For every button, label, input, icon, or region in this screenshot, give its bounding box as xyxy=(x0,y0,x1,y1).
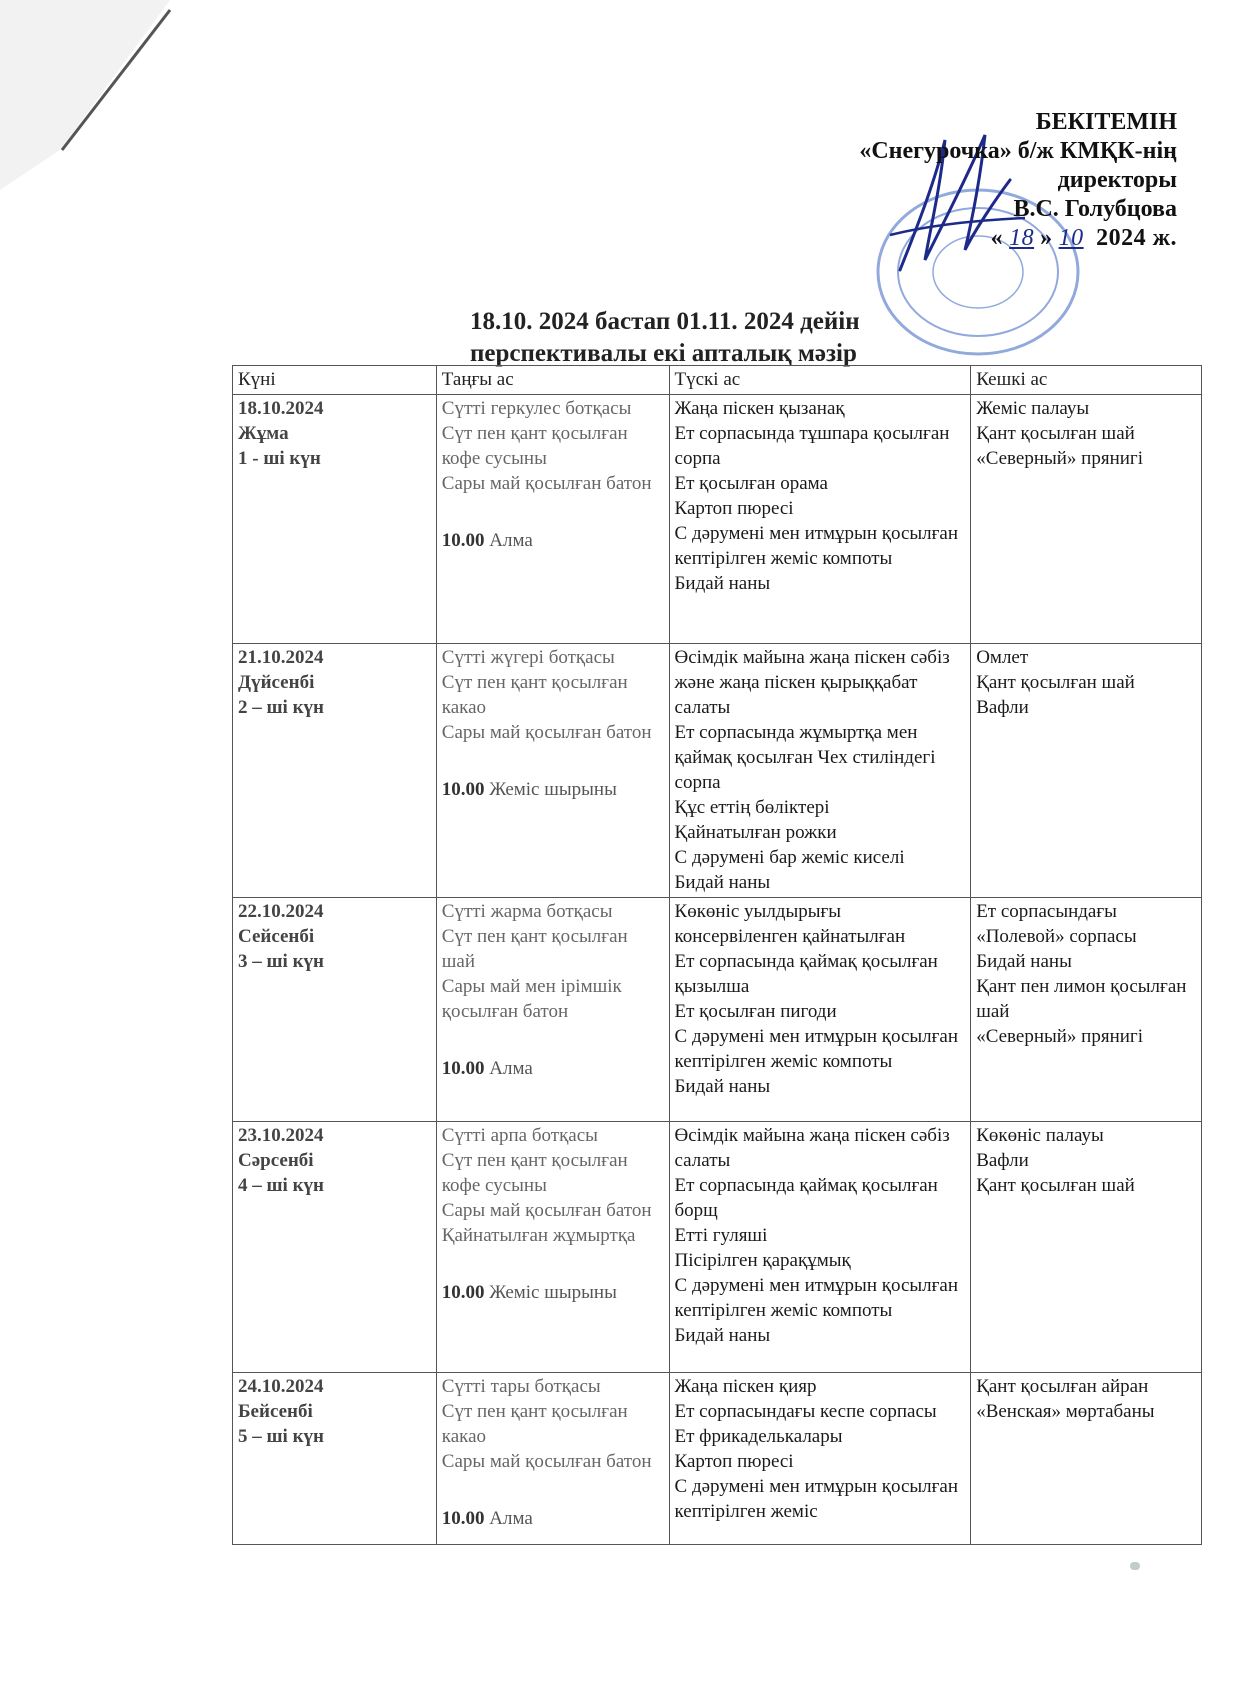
dinner-item: «Венская» мөртабаны xyxy=(976,1401,1155,1422)
dinner-item: Қант пен лимон қосылған шай xyxy=(976,976,1187,1022)
header-breakfast: Таңғы ас xyxy=(436,366,669,395)
day-daynum: 4 – ші күн xyxy=(238,1175,324,1196)
breakfast-item: Сүтті жарма ботқасы xyxy=(441,901,613,922)
day-date: 22.10.2024 xyxy=(238,901,324,922)
header-day: Күні xyxy=(233,366,437,395)
day-daynum: 2 – ші күн xyxy=(238,697,324,718)
dinner-item: Қант қосылған шай xyxy=(976,1175,1135,1196)
lunch-item: Өсімдік майына жаңа піскен сәбіз салаты xyxy=(674,1125,950,1171)
table-row xyxy=(233,644,1202,898)
date-month: 10 xyxy=(1058,225,1084,251)
scan-speck xyxy=(1130,1562,1140,1570)
breakfast-item: Сүт пен қант қосылған кофе сусыны xyxy=(441,423,628,469)
date-day: 18 xyxy=(1009,225,1035,251)
snack-item: Алма xyxy=(489,530,533,551)
title-line-1: 18.10. 2024 бастап 01.11. 2024 дейін xyxy=(470,308,860,335)
day-date: 18.10.2024 xyxy=(238,398,324,419)
snack-time: 10.00 xyxy=(441,1508,485,1529)
day-cell xyxy=(233,1122,437,1373)
dinner-item: Вафли xyxy=(976,697,1029,718)
lunch-item: Пісірілген қарақұмық xyxy=(674,1250,851,1271)
approval-block xyxy=(859,108,1177,253)
snack-line xyxy=(442,1506,664,1531)
lunch-cell xyxy=(669,1122,971,1373)
breakfast-item: Сары май мен ірімшік қосылған батон xyxy=(441,976,622,1022)
dinner-item: Омлет xyxy=(976,647,1029,668)
document-title xyxy=(470,306,990,370)
table-row xyxy=(233,898,1202,1122)
breakfast-item: Сүтті тары ботқасы xyxy=(441,1376,601,1397)
lunch-item: Ет қосылған орама xyxy=(674,473,828,494)
lunch-item: Ет сорпасындағы кеспе сорпасы xyxy=(674,1401,937,1422)
snack-item: Жеміс шырыны xyxy=(489,779,617,800)
breakfast-item: Сүтті жүгері ботқасы xyxy=(441,647,615,668)
snack-time: 10.00 xyxy=(441,530,485,551)
header-lunch: Түскі ас xyxy=(669,366,971,395)
dinner-item: «Северный» прянигі xyxy=(976,1026,1144,1047)
scan-edge-shadow xyxy=(0,0,240,200)
day-weekday: Дүйсенбі xyxy=(238,672,315,693)
day-cell xyxy=(233,1373,437,1545)
approval-name: В.С. Голубцова xyxy=(1013,196,1177,222)
table-row xyxy=(233,1122,1202,1373)
breakfast-item: Сары май қосылған батон xyxy=(441,1200,652,1221)
lunch-item: Ет сорпасында жұмыртқа мен қаймақ қосылған Чех стиліндегі сорпа xyxy=(674,722,936,793)
day-daynum: 1 - ші күн xyxy=(238,448,321,469)
snack-item: Жеміс шырыны xyxy=(489,1282,617,1303)
lunch-item: Бидай наны xyxy=(674,1325,771,1346)
title-line-2: перспективалы екі апталық мәзір xyxy=(470,340,857,367)
breakfast-item: Сүт пен қант қосылған какао xyxy=(441,1401,628,1447)
header-dinner: Кешкі ас xyxy=(971,366,1202,395)
approval-date xyxy=(859,224,1177,253)
breakfast-item: Сүтті арпа ботқасы xyxy=(441,1125,598,1146)
lunch-item: Қайнатылған рожки xyxy=(674,822,837,843)
dinner-item: Ет сорпасындағы «Полевой» сорпасы xyxy=(976,901,1137,947)
day-cell xyxy=(233,395,437,644)
date-open: « xyxy=(990,225,1004,251)
breakfast-item: Сүт пен қант қосылған шай xyxy=(441,926,628,972)
breakfast-cell xyxy=(436,1122,669,1373)
lunch-item: С дәрумені мен итмұрын қосылған кептірілген жеміс компоты xyxy=(674,1026,959,1072)
breakfast-cell xyxy=(436,1373,669,1545)
lunch-item: С дәрумені бар жеміс киселі xyxy=(674,847,905,868)
snack-time: 10.00 xyxy=(441,1058,485,1079)
snack-line xyxy=(442,777,664,802)
lunch-item: С дәрумені мен итмұрын қосылған кептірілген жеміс xyxy=(674,1476,959,1522)
lunch-item: Ет сорпасында қаймақ қосылған қызылша xyxy=(674,951,938,997)
lunch-item: Құс еттің бөліктері xyxy=(674,797,830,818)
breakfast-item: Сүт пен қант қосылған кофе сусыны xyxy=(441,1150,628,1196)
day-cell xyxy=(233,898,437,1122)
snack-line xyxy=(442,528,664,553)
dinner-item: Қант қосылған шай xyxy=(976,423,1135,444)
dinner-cell xyxy=(971,898,1202,1122)
lunch-item: Ет сорпасында қаймақ қосылған борщ xyxy=(674,1175,938,1221)
lunch-item: Картоп пюресі xyxy=(674,1451,794,1472)
lunch-cell xyxy=(669,1373,971,1545)
menu-table-body xyxy=(233,395,1202,1545)
day-weekday: Бейсенбі xyxy=(238,1401,313,1422)
lunch-item: Картоп пюресі xyxy=(674,498,794,519)
day-date: 23.10.2024 xyxy=(238,1125,324,1146)
dinner-item: Қант қосылған айран xyxy=(976,1376,1149,1397)
snack-item: Алма xyxy=(489,1058,533,1079)
day-daynum: 5 – ші күн xyxy=(238,1426,324,1447)
snack-line xyxy=(442,1056,664,1081)
day-date: 21.10.2024 xyxy=(238,647,324,668)
snack-time: 10.00 xyxy=(441,1282,485,1303)
approval-position: директоры xyxy=(1057,167,1177,193)
lunch-item: С дәрумені мен итмұрын қосылған кептірілген жеміс компоты xyxy=(674,523,959,569)
snack-item: Алма xyxy=(489,1508,533,1529)
dinner-item: Бидай наны xyxy=(976,951,1072,972)
dinner-cell xyxy=(971,1373,1202,1545)
dinner-cell xyxy=(971,644,1202,898)
breakfast-item: Сары май қосылған батон xyxy=(441,1451,652,1472)
lunch-cell xyxy=(669,898,971,1122)
table-row xyxy=(233,1373,1202,1545)
lunch-item: Ет қосылған пигоди xyxy=(674,1001,837,1022)
lunch-item: Бидай наны xyxy=(674,872,771,893)
dinner-item: Қант қосылған шай xyxy=(976,672,1135,693)
day-weekday: Сейсенбі xyxy=(238,926,315,947)
day-weekday: Жұма xyxy=(238,423,289,444)
breakfast-cell xyxy=(436,898,669,1122)
lunch-item: Бидай наны xyxy=(674,1076,771,1097)
approval-heading: БЕКІТЕМІН xyxy=(1035,109,1177,135)
date-year: 2024 ж. xyxy=(1096,225,1177,251)
day-date: 24.10.2024 xyxy=(238,1376,324,1397)
breakfast-item: Сүт пен қант қосылған какао xyxy=(441,672,628,718)
day-cell xyxy=(233,644,437,898)
date-mid: » xyxy=(1040,225,1053,251)
dinner-cell xyxy=(971,1122,1202,1373)
lunch-item: Жаңа піскен қызанақ xyxy=(674,398,845,419)
dinner-item: Көкөніс палауы xyxy=(976,1125,1104,1146)
lunch-item: Бидай наны xyxy=(674,573,771,594)
snack-line xyxy=(442,1280,664,1305)
breakfast-item: Қайнатылған жұмыртқа xyxy=(441,1225,636,1246)
table-header-row xyxy=(233,366,1202,395)
lunch-cell xyxy=(669,644,971,898)
breakfast-item: Сары май қосылған батон xyxy=(441,473,652,494)
lunch-item: Ет фрикаделькалары xyxy=(674,1426,843,1447)
lunch-item: Көкөніс уылдырығы консервіленген қайнатылған xyxy=(674,901,906,947)
day-daynum: 3 – ші күн xyxy=(238,951,324,972)
lunch-item: Өсімдік майына жаңа піскен сәбіз және жаңа піскен қырыққабат салаты xyxy=(674,647,950,718)
dinner-item: «Северный» прянигі xyxy=(976,448,1144,469)
lunch-cell xyxy=(669,395,971,644)
breakfast-cell xyxy=(436,644,669,898)
breakfast-item: Сүтті геркулес ботқасы xyxy=(441,398,632,419)
dinner-item: Вафли xyxy=(976,1150,1029,1171)
lunch-item: Ет сорпасында тұшпара қосылған сорпа xyxy=(674,423,950,469)
lunch-item: Етті гуляші xyxy=(674,1225,768,1246)
snack-time: 10.00 xyxy=(441,779,485,800)
lunch-item: С дәрумені мен итмұрын қосылған кептірілген жеміс компоты xyxy=(674,1275,959,1321)
lunch-item: Жаңа піскен қияр xyxy=(674,1376,817,1397)
table-row xyxy=(233,395,1202,644)
breakfast-item: Сары май қосылған батон xyxy=(441,722,652,743)
dinner-cell xyxy=(971,395,1202,644)
approval-org: «Снегурочка» б/ж КМҚК-нің xyxy=(859,138,1177,164)
dinner-item: Жеміс палауы xyxy=(976,398,1090,419)
menu-table xyxy=(232,365,1202,1545)
breakfast-cell xyxy=(436,395,669,644)
day-weekday: Сәрсенбі xyxy=(238,1150,314,1171)
